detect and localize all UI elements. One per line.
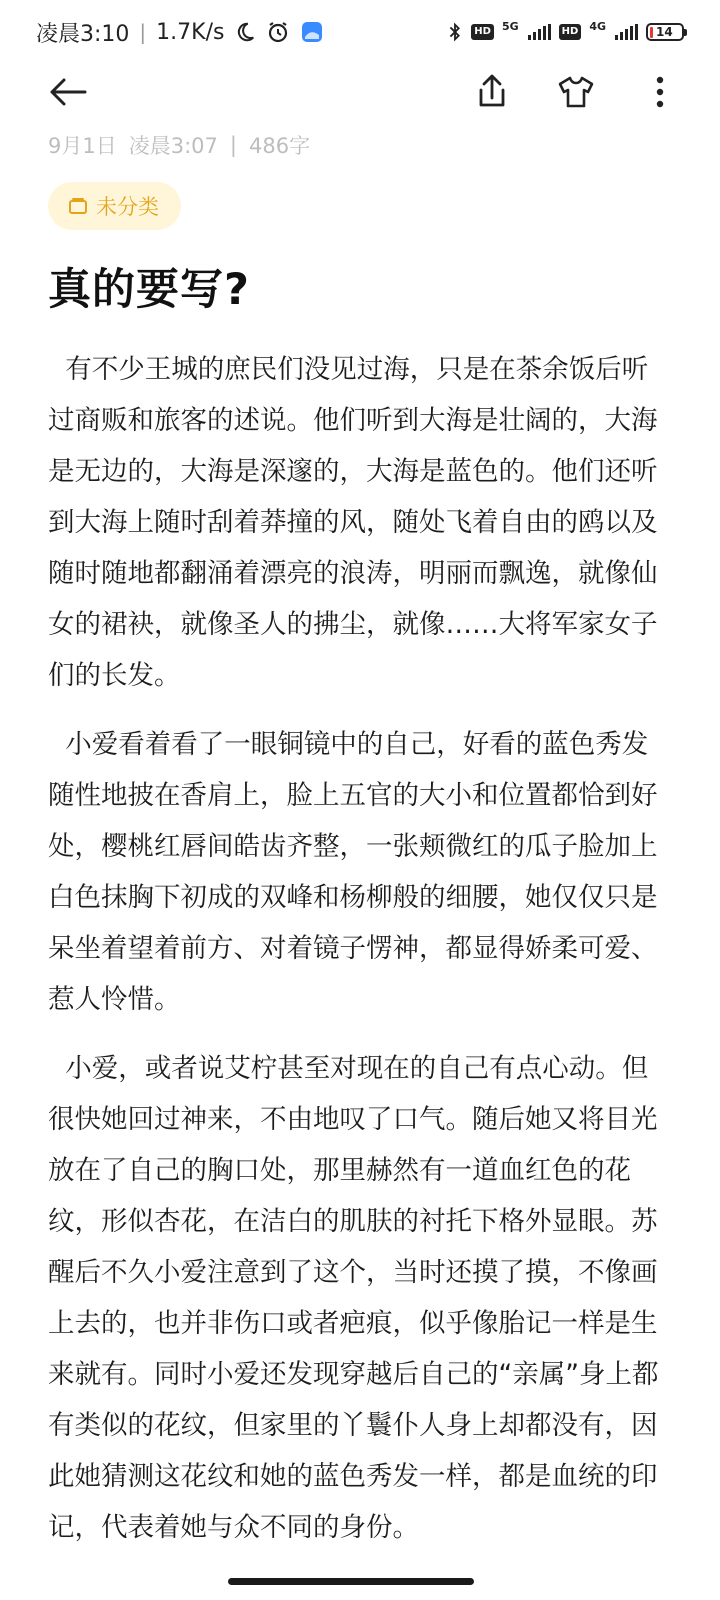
status-right xyxy=(447,21,684,43)
note-title[interactable]: 真的要写? xyxy=(48,265,250,315)
status-net-speed: 1.7K/s xyxy=(156,19,225,45)
note-word-count: 486字 xyxy=(248,134,311,158)
status-time: 凌晨3:10 xyxy=(36,21,130,47)
more-vertical-icon xyxy=(655,76,665,108)
hd-badge-1: HD xyxy=(471,24,494,40)
note-toolbar xyxy=(0,64,720,120)
battery-icon xyxy=(646,23,684,41)
folder-icon xyxy=(68,197,88,215)
net-label-1: 5G xyxy=(501,19,519,33)
alarm-icon xyxy=(266,20,290,44)
share-icon xyxy=(476,74,508,110)
back-arrow-icon xyxy=(48,77,88,107)
back-button[interactable] xyxy=(48,70,88,114)
paragraph: 小爱看着看了一眼铜镜中的自己，好看的蓝色秀发随性地披在香肩上，脸上五官的大小和位置都恰到好处，樱桃红唇间皓齿齐整，一张颊微红的瓜子脸加上白色抹胸下初成的双峰和杨柳般的细腰，她仅仅只是呆坐着望着前方、对着镜子愣神，都显得娇柔可爱、惹人怜惜。 xyxy=(48,729,658,1015)
moon-icon xyxy=(234,21,256,43)
home-indicator[interactable] xyxy=(228,1578,474,1585)
category-chip[interactable] xyxy=(48,182,181,230)
bluetooth-icon xyxy=(447,21,463,43)
battery-level: 14 xyxy=(656,25,673,39)
battery-fill xyxy=(650,27,653,38)
status-bar xyxy=(0,0,720,64)
toolbar-actions xyxy=(472,70,680,114)
status-separator: | xyxy=(139,20,147,44)
paragraph: 有不少王城的庶民们没见过海，只是在茶余饭后听过商贩和旅客的述说。他们听到大海是壮阔的，大海是无边的，大海是深邃的，大海是蓝色的。他们还听到大海上随时刮着莽撞的风，随处飞着自由的鸥以及随时随地都翻涌着漂亮的浪涛，明丽而飘逸，就像仙女的裙袂，就像圣人的拂尘，就像……大将军家女子们的长发。 xyxy=(48,354,658,691)
note-body[interactable] xyxy=(48,344,672,1571)
gallery-app-icon xyxy=(300,20,324,44)
paragraph: 小爱，或者说艾柠甚至对现在的自己有点心动。但很快她回过神来，不由地叹了口气。随后她又将目光放在了自己的胸口处，那里赫然有一道血红色的花纹，形似杏花，在洁白的肌肤的衬托下格外显眼。苏醒后不久小爱注意到了这个，当时还摸了摸，不像画上去的，也并非伤口或者疤痕，似乎像胎记一样是生来就有。同时小爱还发现穿越后自己的“亲属”身上都有类似的花纹，但家里的丫鬟仆人身上却都没有，因此她猜测这花纹和她的蓝色秀发一样，都是血统的印记，代表着她与众不同的身份。 xyxy=(48,1053,659,1543)
share-button[interactable] xyxy=(472,70,512,114)
status-left xyxy=(36,17,324,48)
tshirt-icon xyxy=(557,75,595,109)
net-label-2: 4G xyxy=(589,19,606,33)
signal-bars-1-icon xyxy=(528,24,551,40)
more-options-button[interactable] xyxy=(640,70,680,114)
note-meta xyxy=(48,130,310,160)
signal-bars-2-icon xyxy=(615,24,638,40)
meta-separator: | xyxy=(229,133,237,157)
theme-button[interactable] xyxy=(556,70,596,114)
hd-badge-2: HD xyxy=(559,24,582,40)
note-date: 9月1日 xyxy=(48,134,117,158)
note-time: 凌晨3:07 xyxy=(128,134,218,158)
category-label: 未分类 xyxy=(96,195,159,219)
